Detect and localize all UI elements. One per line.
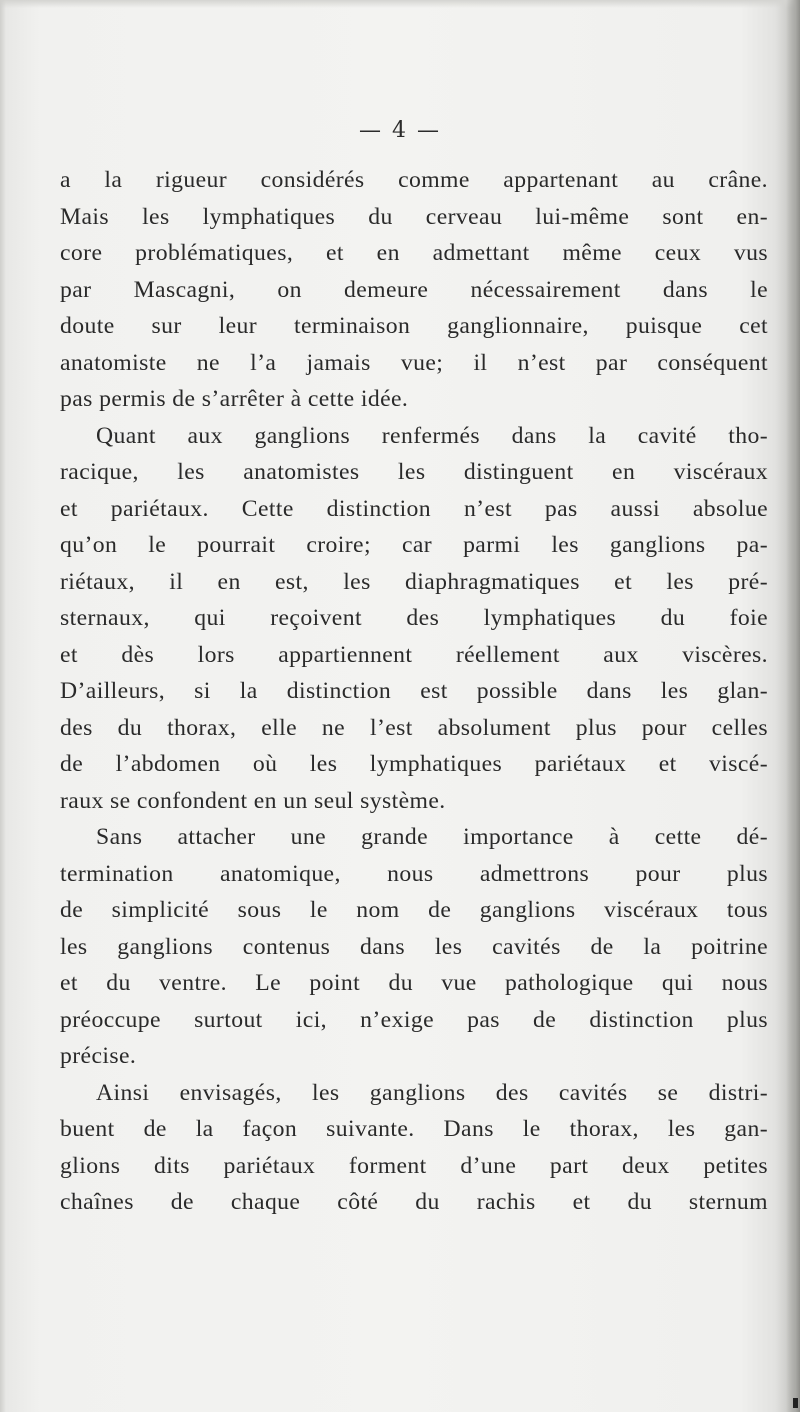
text-line: Ainsi envisagés, les ganglions des cavités se distri- — [96, 1079, 768, 1106]
text-line: Sans attacher une grande importance à cette dé- — [96, 824, 768, 850]
text-line: anatomiste ne l’a jamais vue; il n’est par conséquent — [60, 349, 768, 376]
text-line: des du thorax, elle ne l’est absolument plus pour celles — [60, 714, 768, 741]
text-line: riétaux, il en est, les diaphragmatiques et les pré- — [60, 568, 768, 595]
text-line: sternaux, qui reçoivent des lymphatiques du foie — [60, 605, 768, 631]
text-line: les ganglions contenus dans les cavités de la poitrine — [60, 933, 768, 960]
text-line: Quant aux ganglions renfermés dans la cavité tho- — [96, 422, 768, 449]
text-line: chaînes de chaque côté du rachis et du sternum — [60, 1189, 768, 1215]
text-line: pas permis de s’arrêter à cette idée. — [60, 386, 409, 412]
text-line: et du ventre. Le point du vue pathologique qui nous — [60, 970, 768, 996]
text-line: buent de la façon suivante. Dans le thorax, les gan- — [60, 1116, 768, 1142]
text-line: qu’on le pourrait croire; car parmi les ganglions pa- — [60, 532, 768, 558]
page-number: — 4 — — [359, 118, 441, 143]
text-line: D’ailleurs, si la distinction est possible dans les glan- — [60, 678, 768, 704]
body-text — [60, 162, 768, 1221]
page-left-edge — [0, 0, 6, 1412]
text-line: de l’abdomen où les lymphatiques pariétaux et viscé- — [60, 751, 768, 777]
text-line: précise. — [60, 1043, 137, 1069]
text-line: et pariétaux. Cette distinction n’est pas aussi absolue — [60, 495, 768, 522]
scan-mark — [793, 1398, 798, 1408]
text-line: a la rigueur considérés comme appartenant au crâne. — [60, 167, 768, 193]
text-line: par Mascagni, on demeure nécessairement dans le — [60, 276, 768, 303]
text-line: de simplicité sous le nom de ganglions viscéraux tous — [60, 897, 768, 923]
text-line: Mais les lymphatiques du cerveau lui-même sont en- — [60, 203, 768, 230]
text-line: core problématiques, et en admettant même ceux vus — [60, 240, 768, 266]
text-line: préoccupe surtout ici, n’exige pas de distinction plus — [60, 1006, 768, 1033]
text-line: termination anatomique, nous admettrons pour plus — [60, 860, 768, 887]
text-line: raux se confondent en un seul système. — [60, 787, 446, 814]
text-line: doute sur leur terminaison ganglionnaire, puisque cet — [60, 313, 768, 339]
text-line: glions dits pariétaux forment d’une part deux petites — [60, 1152, 768, 1179]
page-top-shadow — [0, 0, 800, 8]
text-line: et dès lors appartiennent réellement aux viscères. — [60, 641, 768, 668]
page-binding-edge — [786, 0, 800, 1412]
text-line: racique, les anatomistes les distinguent en viscéraux — [60, 459, 768, 485]
